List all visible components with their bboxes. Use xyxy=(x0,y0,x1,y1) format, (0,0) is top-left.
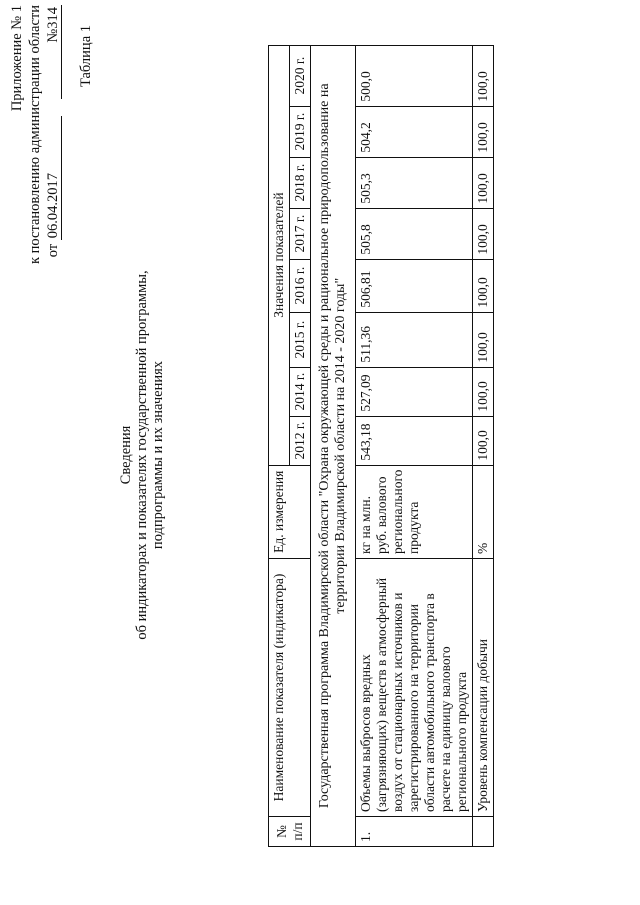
appendix-block xyxy=(8,5,62,285)
header-values-group: Значения показателей xyxy=(269,45,290,465)
row-value: 100,0 xyxy=(473,106,494,157)
row-value: 505,8 xyxy=(356,208,473,259)
title-line-1: Сведения xyxy=(118,425,134,485)
row-value: 100,0 xyxy=(473,208,494,259)
header-name: Наименование показателя (индикатора) xyxy=(269,559,311,817)
row-unit: % xyxy=(473,465,494,558)
row-value: 506,81 xyxy=(356,259,473,312)
row-num xyxy=(473,817,494,847)
row-value: 100,0 xyxy=(473,259,494,312)
row-value: 100,0 xyxy=(473,367,494,416)
row-indicator-name: Уровень компенсации добычи xyxy=(473,559,494,817)
row-value: 100,0 xyxy=(473,157,494,208)
header-year: 2014 г. xyxy=(290,367,311,416)
row-value: 527,09 xyxy=(356,367,473,416)
date-prefix: от xyxy=(45,243,61,258)
title-line-3: подпрограммы и их значениях xyxy=(150,360,166,550)
header-year: 2020 г. xyxy=(290,45,311,106)
table-row xyxy=(473,45,494,846)
row-value: 504,2 xyxy=(356,106,473,157)
header-num: № п/п xyxy=(269,817,311,847)
appendix-resolution: к постановлению администрации области xyxy=(27,5,43,265)
row-value: 505,3 xyxy=(356,157,473,208)
header-unit: Ед. измерения xyxy=(269,465,311,558)
header-year: 2019 г. xyxy=(290,106,311,157)
header-year: 2012 г. xyxy=(290,416,311,465)
table-row xyxy=(356,45,473,846)
program-name: Государственная программа Владимирской области "Охрана окружающей среды и рациональное природопользование на территории Владимирской области на 2014 - 2020 годы" xyxy=(311,45,356,846)
row-value: 543,18 xyxy=(356,416,473,465)
document-title xyxy=(118,175,166,735)
program-row xyxy=(311,45,356,846)
appendix-date-line xyxy=(44,5,62,285)
appendix-title: Приложение № 1 xyxy=(9,5,25,112)
indicators-table xyxy=(268,45,494,847)
header-year: 2016 г. xyxy=(290,259,311,312)
resolution-number: №314 xyxy=(46,5,62,99)
header-year: 2018 г. xyxy=(290,157,311,208)
table-label: Таблица 1 xyxy=(78,25,94,88)
header-row-1 xyxy=(269,45,290,846)
row-value: 100,0 xyxy=(473,416,494,465)
header-year: 2017 г. xyxy=(290,208,311,259)
row-value: 511,36 xyxy=(356,312,473,367)
resolution-date: 06.04.2017 xyxy=(46,116,62,240)
row-value: 500,0 xyxy=(356,45,473,106)
row-num: 1. xyxy=(356,817,473,847)
row-value: 100,0 xyxy=(473,312,494,367)
row-unit: кг на млн. руб. валового регионального продукта xyxy=(356,465,473,558)
header-year: 2015 г. xyxy=(290,312,311,367)
row-indicator-name: Объемы выбросов вредных (загрязняющих) веществ в атмосферный воздух от стационарных источников и зарегистрированного на территории области автомобильного транспорта в расчете на единицу валового регионального продукта xyxy=(356,559,473,817)
title-line-2: об индикаторах и показателях государственной программы, xyxy=(134,270,150,640)
row-value: 100,0 xyxy=(473,45,494,106)
